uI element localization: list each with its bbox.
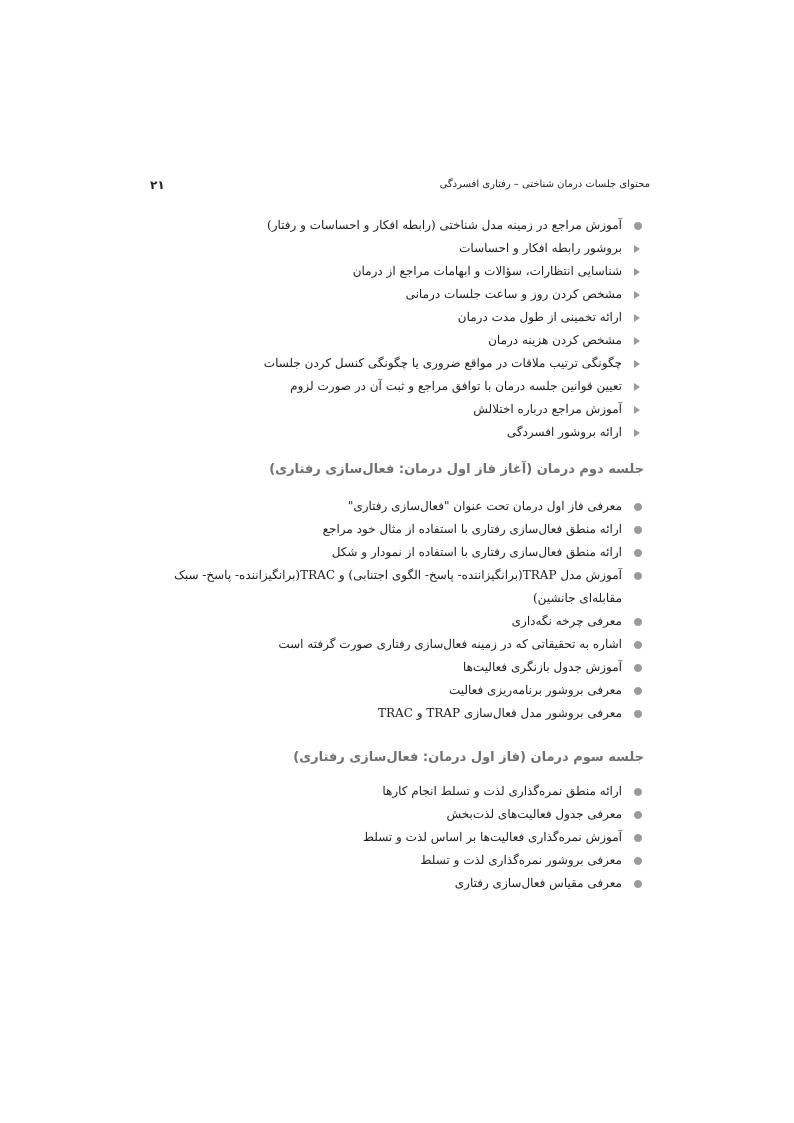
bullet-icon <box>634 526 642 534</box>
running-header-title: محتوای جلسات درمان شناختی – رفتاری افسردگی <box>439 179 650 190</box>
triangle-bullet-icon <box>634 268 640 276</box>
triangle-bullet-icon <box>634 406 640 414</box>
list-item: اشاره به تحقیقاتی که در زمینه فعال‌سازی رفتاری صورت گرفته است <box>152 633 644 656</box>
bullet-icon <box>634 572 642 580</box>
bullet-icon <box>634 503 642 511</box>
bullet-icon <box>634 880 642 888</box>
sub-list-item: چگونگی ترتیب ملاقات در مواقع ضروری یا چگونگی کنسل کردن جلسات <box>264 352 644 375</box>
triangle-bullet-icon <box>634 360 640 368</box>
session3-heading: جلسه سوم درمان (فاز اول درمان: فعال‌سازی رفتاری) <box>293 750 644 765</box>
list-item: آموزش نمره‌گذاری فعالیت‌ها بر اساس لذت و تسلط <box>363 826 644 849</box>
triangle-bullet-icon <box>634 429 640 437</box>
bullet-icon <box>634 549 642 557</box>
list-item: معرفی بروشور برنامه‌ریزی فعالیت <box>152 679 644 702</box>
sub-list-item: آموزش مراجع درباره اختلالش <box>264 398 644 421</box>
bullet-icon <box>634 641 642 649</box>
list-item: معرفی جدول فعالیت‌های لذت‌بخش <box>363 803 644 826</box>
list-item: معرفی چرخه نگه‌داری <box>152 610 644 633</box>
sub-list-item: شناسایی انتظارات، سؤالات و ابهامات مراجع از درمان <box>264 260 644 283</box>
bullet-icon <box>634 710 642 718</box>
session1-main-item: آموزش مراجع در زمینه مدل شناختی (رابطه افکار و احساسات و رفتار) <box>267 218 622 232</box>
sub-list-item: ارائه بروشور افسردگی <box>264 421 644 444</box>
sub-list-item: تعیین قوانین جلسه درمان با توافق مراجع و ثبت آن در صورت لزوم <box>264 375 644 398</box>
bullet-icon <box>634 222 642 230</box>
bullet-icon <box>634 788 642 796</box>
bullet-icon <box>634 811 642 819</box>
triangle-bullet-icon <box>634 383 640 391</box>
list-item: ارائه منطق فعال‌سازی رفتاری با استفاده از نمودار و شکل <box>152 541 644 564</box>
sub-list-item: ارائه تخمینی از طول مدت درمان <box>264 306 644 329</box>
triangle-bullet-icon <box>634 291 640 299</box>
bullet-icon <box>634 857 642 865</box>
sub-list-item: مشخص کردن روز و ساعت جلسات درمانی <box>264 283 644 306</box>
list-item: معرفی فاز اول درمان تحت عنوان "فعال‌سازی رفتاری" <box>152 495 644 518</box>
list-item: معرفی بروشور مدل فعال‌سازی TRAP و TRAC <box>152 702 644 725</box>
sub-list-item: مشخص کردن هزینه درمان <box>264 329 644 352</box>
triangle-bullet-icon <box>634 245 640 253</box>
page-number: ۲۱ <box>150 178 165 192</box>
list-item: معرفی مقیاس فعال‌سازی رفتاری <box>363 872 644 895</box>
list-item: آموزش جدول بازنگری فعالیت‌ها <box>152 656 644 679</box>
session2-list <box>152 495 644 725</box>
list-item: ارائه منطق فعال‌سازی رفتاری با استفاده از مثال خود مراجع <box>152 518 644 541</box>
session1-sub-list <box>264 237 644 444</box>
bullet-icon <box>634 834 642 842</box>
sub-list-item: بروشور رابطه افکار و احساسات <box>264 237 644 260</box>
list-item: آموزش مدل TRAP(برانگیزاننده- پاسخ- الگوی اجتنابی) و TRAC(برانگیزاننده- پاسخ- سبک مقابله‌ای جانشین) <box>152 564 644 610</box>
running-header <box>150 178 650 194</box>
session2-heading: جلسه دوم درمان (آغاز فاز اول درمان: فعال‌سازی رفتاری) <box>269 462 644 477</box>
session1-list <box>264 214 644 444</box>
bullet-icon <box>634 687 642 695</box>
bullet-icon <box>634 618 642 626</box>
list-item: معرفی بروشور نمره‌گذاری لذت و تسلط <box>363 849 644 872</box>
triangle-bullet-icon <box>634 314 640 322</box>
list-item <box>264 214 644 237</box>
bullet-icon <box>634 664 642 672</box>
session3-list <box>363 780 644 895</box>
triangle-bullet-icon <box>634 337 640 345</box>
list-item: ارائه منطق نمره‌گذاری لذت و تسلط انجام کارها <box>363 780 644 803</box>
